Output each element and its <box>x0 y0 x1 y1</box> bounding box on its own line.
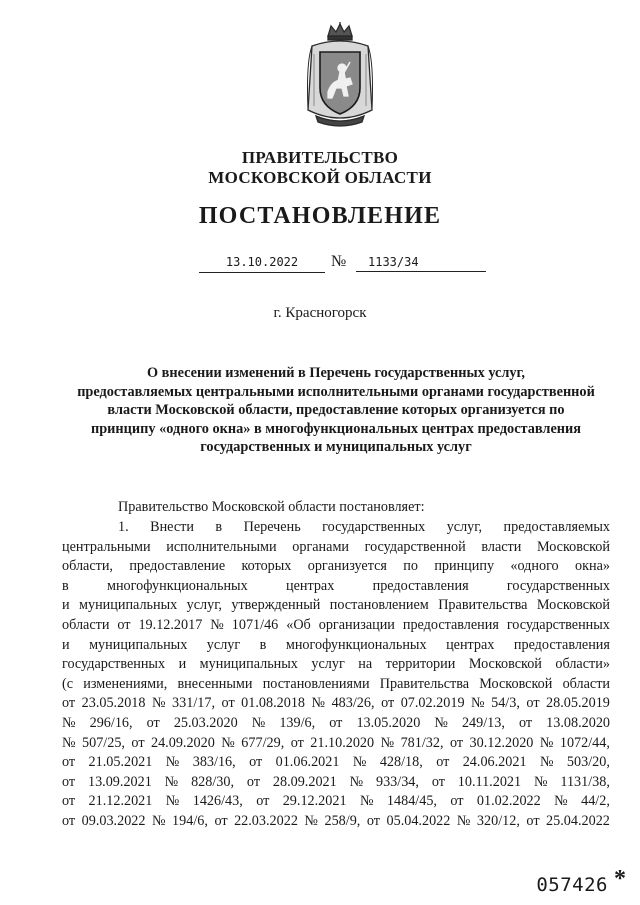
body-word: 139/6, <box>279 714 316 731</box>
body-word: и <box>178 656 187 673</box>
body-word: предоставляемых <box>503 519 610 535</box>
body-word: 483/26, <box>331 695 375 712</box>
body-word: 29.12.2021 <box>282 793 347 810</box>
body-line <box>62 792 610 812</box>
asterisk-mark: * <box>614 866 626 892</box>
body-word: 05.04.2022 <box>386 812 451 829</box>
body-word: услуг, <box>446 519 483 535</box>
body-word: 01.06.2021 <box>275 754 340 771</box>
body-word: 44/2, <box>581 793 610 810</box>
title-line: государственных и муниципальных услуг <box>200 439 472 456</box>
body-line <box>62 577 610 597</box>
body-word: территории <box>385 656 456 673</box>
body-word: № <box>164 773 179 790</box>
body-word: предоставления <box>513 636 610 653</box>
body-word: «Об <box>286 616 311 633</box>
body-line <box>62 675 610 695</box>
body-word: № <box>434 714 448 731</box>
document-number: 1133/34 <box>356 252 486 272</box>
body-word: организуется <box>307 558 387 575</box>
title-line: О внесении изменений в Перечень государственных услуг, <box>146 365 526 381</box>
body-word: муниципальных <box>79 597 178 614</box>
body-word: по <box>403 558 418 575</box>
body-word: муниципальных <box>199 656 298 673</box>
body-word: области <box>562 675 610 692</box>
body-word: 30.12.2020 <box>469 734 534 751</box>
body-word: в <box>215 519 223 535</box>
body-word: от <box>62 695 76 712</box>
body-word: государственных <box>506 577 610 594</box>
title-line: принципу «одного окна» в многофункциональных центрах предоставления <box>90 420 582 437</box>
body-word: 21.05.2021 <box>88 754 153 771</box>
body-word: 933/34, <box>375 773 419 790</box>
body-word: в <box>62 577 69 594</box>
body-word: 23.05.2018 <box>81 695 146 712</box>
body-word: 21.12.2021 <box>88 793 153 810</box>
body-word: 249/13, <box>461 714 505 731</box>
body-word: 1484/45, <box>386 793 437 810</box>
body-word: от <box>62 773 76 790</box>
body-word: 13.08.2020 <box>546 714 610 731</box>
body-word: № <box>352 754 367 771</box>
body-word: от <box>436 754 450 771</box>
body-word: государственных <box>62 656 166 673</box>
body-word: 24.09.2020 <box>150 734 215 751</box>
body-word: в <box>259 636 267 653</box>
body-line <box>62 812 610 832</box>
body-word: 428/18, <box>379 754 423 771</box>
body-word: 507/25, <box>82 734 125 751</box>
coat-of-arms-emblem <box>298 22 382 130</box>
body-word: окна» <box>575 558 610 575</box>
body-line <box>62 694 610 714</box>
body-word: области, <box>62 558 113 575</box>
body-word: от <box>249 754 263 771</box>
body-word: от <box>366 812 380 829</box>
body-word: 22.03.2022 <box>234 812 298 829</box>
body-word: 25.03.2020 <box>173 714 238 731</box>
title-line: предоставляемых центральными исполнительными органами государственной <box>77 383 595 400</box>
body-line <box>62 538 610 558</box>
body-word: Правительства <box>438 597 528 614</box>
body-word: № <box>251 714 266 731</box>
body-word: постановлением <box>329 597 429 614</box>
body-word: 1. <box>118 519 129 535</box>
body-word: № <box>62 714 76 731</box>
body-word: центральными <box>62 538 151 555</box>
body-word: власти <box>481 538 522 555</box>
body-word: органами <box>292 538 350 555</box>
body-word: Перечень <box>243 519 301 535</box>
body-word: от <box>62 793 76 810</box>
body-word: № <box>62 734 76 751</box>
body-word: многофункциональных <box>285 636 427 653</box>
body-word: государственной <box>364 538 466 555</box>
body-word: 13.09.2021 <box>87 773 152 790</box>
organization-name-line-1: ПРАВИТЕЛЬСТВО <box>241 148 399 167</box>
body-word: и <box>62 597 70 614</box>
body-word: 331/17, <box>172 695 216 712</box>
document-date: 13.10.2022 <box>199 252 325 273</box>
body-word: услуг <box>206 636 241 653</box>
body-word: 19.12.2017 <box>138 616 203 633</box>
body-word: 383/16, <box>192 754 236 771</box>
body-word: 320/12, <box>476 812 520 829</box>
body-word: от <box>62 812 76 829</box>
body-line <box>62 734 610 754</box>
body-word: Правительства <box>379 675 470 692</box>
organization-name-line-2: МОСКОВСКОЙ ОБЛАСТИ <box>208 168 432 187</box>
body-word: от <box>117 616 131 633</box>
body-line <box>62 518 610 538</box>
body-word: от <box>290 734 304 751</box>
title-line: власти Московской области, предоставление которых организуется по <box>107 402 565 419</box>
body-word: 54/3, <box>491 695 520 712</box>
body-word: предоставление <box>129 558 226 575</box>
body-word: от <box>131 734 145 751</box>
body-word: услуг, <box>186 597 222 614</box>
body-line <box>62 636 610 656</box>
body-word: предоставления <box>372 577 469 594</box>
body-word: № <box>165 754 180 771</box>
body-word: которых <box>241 558 292 575</box>
body-word: № <box>304 812 318 829</box>
body-word: от <box>526 695 540 712</box>
body-line <box>62 596 610 616</box>
body-word: 258/9, <box>324 812 361 829</box>
body-word: № <box>359 793 374 810</box>
body-word: центрах <box>446 636 495 653</box>
body-word: от <box>256 793 270 810</box>
body-word: 07.02.2019 <box>400 695 465 712</box>
body-word: 13.05.2020 <box>356 714 421 731</box>
body-word: предоставления <box>402 616 499 633</box>
body-word: от <box>526 812 540 829</box>
body-word: № <box>311 695 326 712</box>
body-word: изменениями, <box>83 675 168 692</box>
body-word: (с <box>62 675 74 692</box>
body-word: многофункциональных <box>106 577 248 594</box>
body-word: исполнительными <box>166 538 277 555</box>
body-word: 1071/46 <box>231 616 279 633</box>
document-title <box>62 364 610 457</box>
document-type-heading: ПОСТАНОВЛЕНИЕ <box>198 203 442 229</box>
body-word: № <box>151 812 166 829</box>
body-word: от <box>246 773 261 790</box>
body-word: государственных <box>322 519 426 535</box>
body-word: 28.05.2019 <box>546 695 610 712</box>
body-word: 828/30, <box>191 773 235 790</box>
body-word: на <box>358 656 373 673</box>
body-word: Внести <box>150 519 194 535</box>
body-word: 677/29, <box>241 734 285 751</box>
body-word: от <box>146 714 160 731</box>
body-word: внесенными <box>177 675 253 692</box>
body-word: от <box>518 714 533 731</box>
body-word: 21.10.2020 <box>310 734 375 751</box>
body-word: «одного <box>510 558 559 575</box>
body-word: 1426/43, <box>192 793 243 810</box>
body-word: 781/32, <box>400 734 444 751</box>
body-word: № <box>210 616 224 633</box>
body-word: 1072/44, <box>559 734 610 751</box>
body-word: 10.11.2021 <box>457 773 522 790</box>
body-word: государственных <box>506 616 610 633</box>
body-word: от <box>431 773 445 790</box>
body-word: утвержденный <box>231 597 321 614</box>
body-word: № <box>471 695 485 712</box>
body-word: 194/6, <box>172 812 208 829</box>
body-line <box>62 655 610 675</box>
body-line <box>62 557 610 577</box>
body-word: № <box>539 734 554 751</box>
body-word: организации <box>318 616 395 633</box>
body-word: 01.02.2022 <box>476 793 541 810</box>
body-word: Московской <box>536 538 610 555</box>
date-number-line <box>0 252 640 276</box>
preamble-text: Правительство Московской области постановляет: <box>118 499 425 515</box>
body-word: № <box>151 695 166 712</box>
body-word: № <box>539 754 554 771</box>
body-line <box>62 773 610 793</box>
body-word: области» <box>555 656 610 673</box>
body-word: Московской <box>536 597 610 614</box>
body-word: № <box>380 734 395 751</box>
body-word: муниципальных <box>89 636 188 653</box>
body-word: Московской <box>468 656 542 673</box>
body-word: области <box>62 616 110 633</box>
number-label: № <box>331 253 347 270</box>
body-word: от <box>381 695 395 712</box>
body-word: 28.09.2021 <box>272 773 337 790</box>
body-word: от <box>450 793 464 810</box>
body-word: 503/20, <box>566 754 610 771</box>
body-word: 1131/38, <box>560 773 610 790</box>
body-word: услуг <box>311 656 345 673</box>
issue-city: г. Красногорск <box>273 305 367 321</box>
body-word: № <box>221 734 235 751</box>
body-word: от <box>449 734 464 751</box>
body-text <box>62 518 610 832</box>
body-word: 24.06.2021 <box>462 754 527 771</box>
body-word: от <box>214 812 228 829</box>
body-word: постановлениями <box>262 675 370 692</box>
body-word: № <box>456 812 471 829</box>
body-word: Московской <box>479 675 553 692</box>
body-word: принципу <box>434 558 495 575</box>
serial-number: 057426 <box>536 874 608 896</box>
body-word: 25.04.2022 <box>546 812 610 829</box>
body-word: № <box>165 793 180 810</box>
body-line <box>62 753 610 773</box>
body-line <box>62 616 610 636</box>
body-word: и <box>62 636 70 653</box>
body-word: от <box>62 754 76 771</box>
body-word: 09.03.2022 <box>81 812 146 829</box>
body-word: № <box>554 793 568 810</box>
body-word: 296/16, <box>89 714 133 731</box>
body-word: центрах <box>285 577 335 594</box>
body-word: № <box>349 773 364 790</box>
body-word: 01.08.2018 <box>241 695 305 712</box>
body-word: от <box>329 714 343 731</box>
body-word: № <box>533 773 548 790</box>
body-line <box>62 714 610 734</box>
body-word: от <box>221 695 235 712</box>
